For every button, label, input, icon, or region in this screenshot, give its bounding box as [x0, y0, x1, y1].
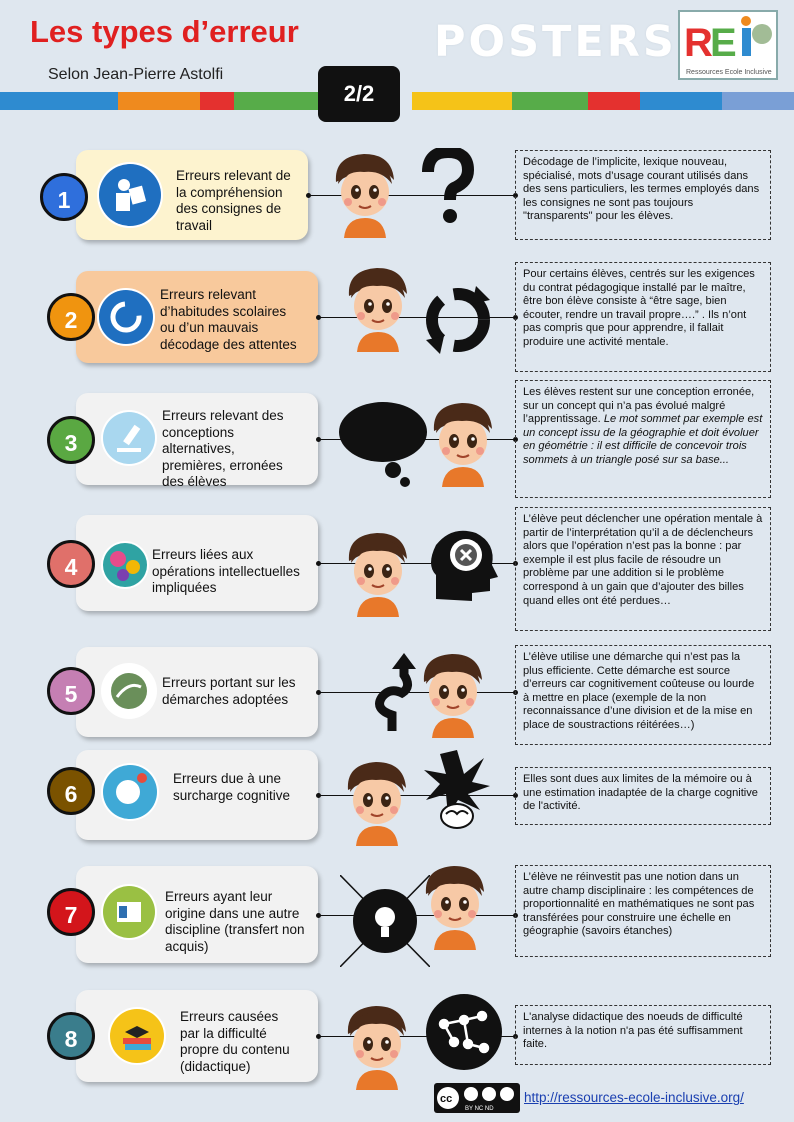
- row-number-badge: 4: [47, 540, 95, 588]
- description-box: [515, 865, 771, 957]
- child-face-illustration: [330, 148, 400, 243]
- description-text: Décodage de l’implicite, lexique nouveau, spécialisé, mots d’usage courant utilisés dans des sens particuliers, les termes employés dans les consignes ne sont pas toujours "transparents" pour les élèves.: [523, 156, 760, 223]
- posters-banner: POSTERS: [434, 17, 677, 67]
- books-cap-icon: [108, 1007, 166, 1065]
- description-box: [515, 380, 771, 498]
- winding-arrow-icon: [372, 653, 422, 738]
- svg-text:BY NC ND: BY NC ND: [465, 1106, 494, 1112]
- svg-text:R: R: [684, 21, 713, 65]
- connector-dot: [316, 315, 321, 320]
- error-type-label: Erreurs causées par la difficulté propre du contenu (didactique): [180, 1009, 290, 1074]
- book-icon: [101, 884, 157, 940]
- svg-text:E: E: [710, 21, 737, 65]
- refresh-icon: [97, 288, 155, 346]
- exploding-brain-icon: [424, 750, 490, 837]
- child-face-illustration: [343, 527, 413, 622]
- child-face-illustration: [342, 756, 412, 851]
- connector-dot: [316, 561, 321, 566]
- error-type-label: Erreurs relevant d’habitudes scolaires ou d’un mauvais décodage des attentes: [160, 287, 297, 352]
- description-text: L’élève utilise une démarche qui n’est pas la plus efficiente. Cette démarche est source d’erreurs car cognitivement coûteuse ou lourde à mettre en place (exemple de la non reconnaissance d’une division et de la mise en place de soustractions réitérées…): [523, 651, 755, 731]
- error-type-label: Erreurs relevant des conceptions alternatives, premières, erronées des élèves: [162, 408, 284, 489]
- child-face-illustration: [343, 262, 413, 357]
- connector-dot: [316, 437, 321, 442]
- connector-dot: [306, 193, 311, 198]
- cc-license-icon: [434, 1083, 520, 1113]
- connector-dot: [316, 793, 321, 798]
- page-title: Les types d’erreur: [30, 14, 299, 49]
- description-text: Les élèves restent sur une conception erronée, sur un concept qui n’a pas évolué malgré l’apprentissage.: [523, 386, 755, 426]
- row-number-badge: 3: [47, 416, 95, 464]
- lightbulb-icon: [340, 875, 430, 972]
- child-face-illustration: [342, 1000, 412, 1095]
- page-badge: 2/2: [318, 66, 400, 122]
- error-type-label: Erreurs due à une surcharge cognitive: [173, 771, 291, 803]
- head-cross-icon: [422, 525, 502, 610]
- row-number-badge: 6: [47, 767, 95, 815]
- logo-caption: Ressources Ecole Inclusive: [686, 69, 772, 76]
- error-type-label: Erreurs portant sur les démarches adoptées: [162, 675, 296, 707]
- row-number-badge: 2: [47, 293, 95, 341]
- error-type-label: Erreurs liées aux opérations intellectuelles impliquées: [152, 547, 300, 595]
- description-box: [515, 767, 771, 825]
- description-box: [515, 150, 771, 240]
- microscope-icon: [101, 410, 157, 466]
- error-type-label: Erreurs relevant de la compréhension des consignes de travail: [176, 168, 291, 233]
- reading-icon: [97, 162, 163, 228]
- description-box: [515, 645, 771, 745]
- description-text: L'analyse didactique des noeuds de difficulté internes à la notion n'a pas été suffisamment faite.: [523, 1011, 743, 1051]
- description-example: Le mot sommet par exemple est un concept issu de la géographie et doit évoluer en géométrie : il est difficile de concevoir trois sommets à un triangle posé sur sa base...: [523, 413, 763, 466]
- brain-head-icon: [101, 763, 159, 821]
- cycle-arrows-icon: [418, 280, 498, 365]
- error-type-label: Erreurs ayant leur origine dans une autre discipline (transfert non acquis): [165, 889, 305, 954]
- connector-dot: [316, 1034, 321, 1039]
- description-text: L’élève ne réinvestit pas une notion dans un autre champ disciplinaire : les compétences de proportionnalité en mathématiques ne sont pas transférées pour construire une échelle en géographie (savoirs étanches): [523, 871, 755, 938]
- row-number-badge: 1: [40, 173, 88, 221]
- question-mark-icon: [418, 148, 478, 233]
- rei-logo: [678, 10, 778, 80]
- row-number-badge: 7: [47, 888, 95, 936]
- description-text: Pour certains élèves, centrés sur les exigences du contrat pédagogique installé par le maître, être bon élève consiste à “être sage, bien écouter, rendre un travail propre….” . Ils n’ont pas compris que pour apprendre, il fallait produire une activité mentale.: [523, 268, 755, 348]
- description-box: [515, 262, 771, 372]
- description-text: L’élève peut déclencher une opération mentale à partir de l’interprétation qu’il a de déclencheurs alors que l’opération n’est pas la bonne : par exemple il est plus facile de résoudre un problème par une addition si le problème correspond à un gain que d’ajouter des billes quand elles ont été perdues…: [523, 513, 763, 607]
- description-box: [515, 1005, 771, 1065]
- child-face-illustration: [420, 860, 490, 955]
- gears-icon: [101, 541, 149, 589]
- connector-dot: [316, 690, 321, 695]
- row-number-badge: 8: [47, 1012, 95, 1060]
- route-icon: [101, 663, 157, 719]
- row-number-badge: 5: [47, 667, 95, 715]
- svg-text:cc: cc: [440, 1093, 453, 1105]
- child-face-illustration: [428, 397, 498, 492]
- description-box: [515, 507, 771, 631]
- connector-dot: [316, 913, 321, 918]
- thought-cloud-icon: [335, 398, 431, 493]
- description-text: Elles sont dues aux limites de la mémoire ou à une estimation inadaptée de la charge cognitive de l'activité.: [523, 773, 758, 813]
- network-icon: [424, 992, 504, 1077]
- child-face-illustration: [418, 648, 488, 743]
- website-link[interactable]: http://ressources-ecole-inclusive.org/: [524, 1090, 744, 1105]
- page-subtitle: Selon Jean-Pierre Astolfi: [48, 66, 224, 83]
